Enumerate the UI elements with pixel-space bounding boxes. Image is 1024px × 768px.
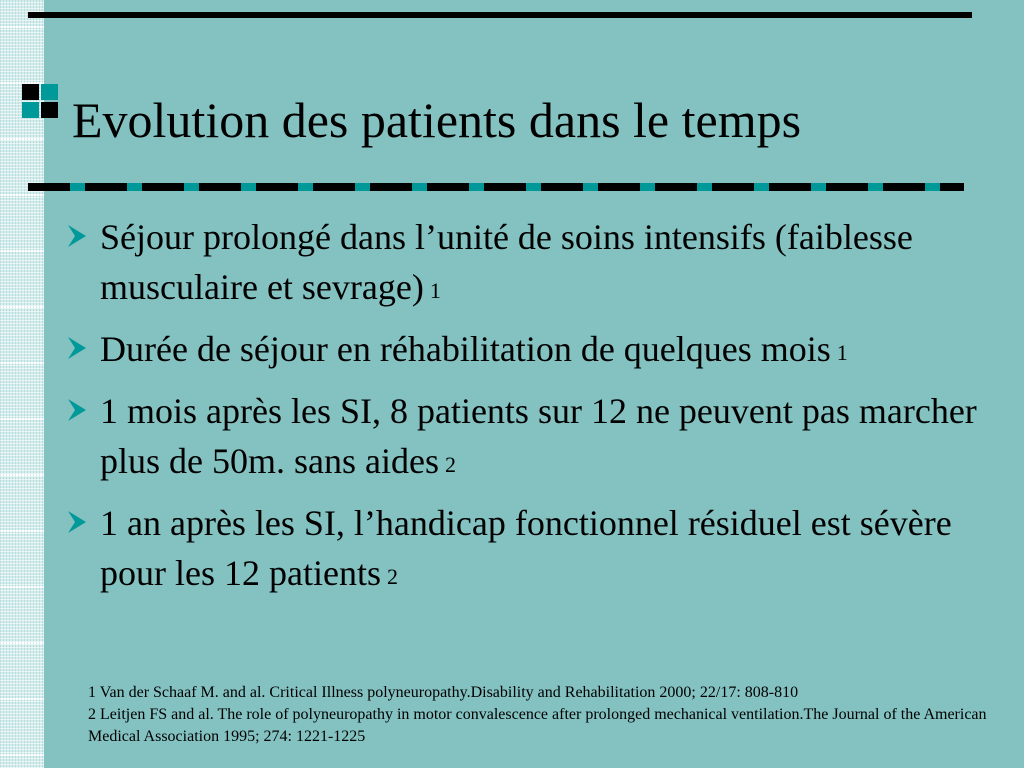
square-quadrant [41, 102, 58, 118]
title-bullet-square-icon [22, 84, 62, 120]
arrow-bullet-icon [66, 509, 88, 535]
bullet-item [62, 324, 992, 374]
dashed-divider [28, 183, 964, 191]
square-quadrant [41, 84, 58, 100]
bullet-text: Durée de séjour en réhabilitation de quelques mois [100, 329, 831, 369]
reference-2: 2 Leitjen FS and al. The role of polyneuropathy in motor convalescence after prolonged mechanical ventilation.The Journal of the American Medical Association 1995; 274: 1221-1225 [88, 706, 987, 745]
slide-title: Evolution des patients dans le temps [72, 92, 802, 148]
reference-marker: 2 [444, 452, 456, 477]
square-quadrant [22, 102, 39, 118]
bullet-text: Séjour prolongé dans l’unité de soins intensifs (faiblesse musculaire et sevrage) [100, 217, 913, 307]
bullet-text: 1 mois après les SI, 8 patients sur 12 ne peuvent pas marcher plus de 50m. sans aides [100, 391, 977, 481]
arrow-bullet-icon [66, 335, 88, 361]
bullet-list [62, 212, 992, 610]
reference-marker: 1 [836, 340, 848, 365]
bullet-text: 1 an après les SI, l’handicap fonctionnel résiduel est sévère pour les 12 patients [100, 503, 952, 593]
square-quadrant [22, 84, 39, 100]
top-rule [28, 12, 972, 18]
bullet-item [62, 498, 992, 598]
reference-1: 1 Van der Schaaf M. and al. Critical Illness polyneuropathy.Disability and Rehabilitation 2000; 22/17: 808-810 [88, 684, 799, 701]
bullet-item [62, 386, 992, 486]
references [88, 682, 988, 748]
reference-marker: 1 [429, 278, 441, 303]
bullet-item [62, 212, 992, 312]
arrow-bullet-icon [66, 223, 88, 249]
reference-marker: 2 [386, 564, 398, 589]
arrow-bullet-icon [66, 397, 88, 423]
